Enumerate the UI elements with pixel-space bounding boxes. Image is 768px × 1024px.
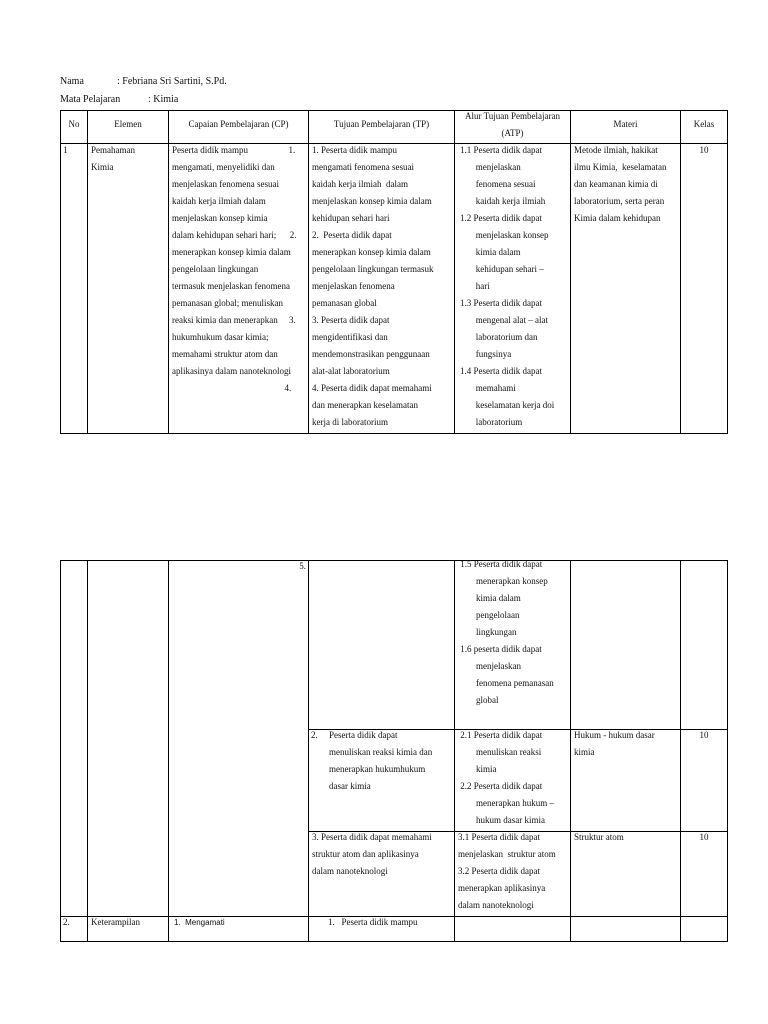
row1-elemen: Pemahaman Kimia xyxy=(91,145,135,172)
row1-materi: Metode ilmiah, hakikat ilmu Kimia, keselamatan dan keamanan kimia di laboratorium, serta peran Kimia dalam kehidupan xyxy=(574,145,667,223)
header-no: No xyxy=(68,119,80,129)
row1-tp: 1. Peserta didik mampu mengamati fenomena sesuai kaidah kerja ilmiah dalam menjelaskan konsep kimia dalam kehidupan sehari hari 2. Peserta didik dapat menerapkan konsep kimia dalam pengelolaan lingkungan termasuk menjelaskan fenomena pemanasan global 3. Peserta didik dapat mengidentifikasi dan mendemonstrasikan penggunaan alat-alat laboratorium 4. Peserta didik dapat memahami dan menerapkan keselamatan kerja di laboratorium xyxy=(312,145,434,427)
header-materi: Materi xyxy=(613,119,638,129)
block-b-tp: 2. Peserta didik dapat menuliskan reaksi kimia dan menerapkan hukumhukum dasar kimia xyxy=(311,730,433,791)
block-b-kelas: 10 xyxy=(699,730,709,740)
row2-tp: 1. Peserta didik mampu xyxy=(328,917,418,927)
row1-atp: 1.1 Peserta didik dapat menjelaskan fenomena sesuai kaidah kerja ilmiah 1.2 Peserta didik dapat menjelaskan konsep kimia dalam kehidupan sehari – hari 1.3 Peserta didik dapat mengenal alat – alat laboratorium dan fungsinya 1.4 Peserta didik dapat memahami keselamatan kerja doi laboratorium xyxy=(460,145,555,427)
row2-cp: 1. Mengamati xyxy=(174,918,225,927)
header-elemen: Elemen xyxy=(114,119,142,129)
row2-no: 2. xyxy=(63,917,70,927)
cp-item-5-number: 5. xyxy=(299,561,306,571)
row2-elemen: Keterampilan xyxy=(91,917,140,927)
mapel-label: Mata Pelajaran xyxy=(60,94,121,105)
header-atp xyxy=(455,108,570,142)
row1-cp: Peserta didik mampu 1. mengamati, menyelidiki dan menjelaskan fenomena sesuai kaidah kerja ilmiah dalam menjelaskan konsep kimia dalam kehidupan sehari hari; 2. menerapkan konsep kimia dalam pengelolaan lingkungan termasuk menjelaskan fenomena pemanasan global; menuliskan reaksi kimia dan menerapkan 3. hukumhukum dasar kimia; memahami struktur atom dan aplikasinya dalam nanoteknologi 4. xyxy=(172,145,297,393)
mapel-value: : Kimia xyxy=(148,94,179,105)
block-c-materi: Struktur atom xyxy=(574,832,624,842)
header-atp-line1: Alur Tujuan Pembelajaran xyxy=(465,111,560,121)
row1-no: 1 xyxy=(63,145,68,155)
block-c-atp: 3.1 Peserta didik dapat menjelaskan struktur atom 3.2 Peserta didik dapat menerapkan aplikasinya dalam nanoteknologi xyxy=(458,832,556,910)
nama-value: : Febriana Sri Sartini, S.Pd. xyxy=(117,76,227,87)
row1-kelas: 10 xyxy=(699,145,709,155)
block-c-tp: 3. Peserta didik dapat memahami struktur atom dan aplikasinya dalam nanoteknologi xyxy=(312,832,432,876)
block-c-kelas: 10 xyxy=(699,832,709,842)
header-atp-line2: (ATP) xyxy=(501,128,524,138)
header-cp: Capaian Pembelajaran (CP) xyxy=(188,119,289,129)
header-tp: Tujuan Pembelajaran (TP) xyxy=(333,119,430,129)
header-kelas: Kelas xyxy=(693,119,715,129)
block-b-materi: Hukum - hukum dasar kimia xyxy=(574,730,655,757)
block-a-atp: 1.5 Peserta didik dapat menerapkan konsep kimia dalam pengelolaan lingkungan 1.6 peserta didik dapat menjelaskan fenomena pemanasan global xyxy=(460,559,554,705)
nama-label: Nama xyxy=(60,76,84,87)
block-b-atp: 2.1 Peserta didik dapat menuliskan reaksi kimia 2.2 Peserta didik dapat menerapkan hukum – hukum dasar kimia xyxy=(460,730,554,825)
